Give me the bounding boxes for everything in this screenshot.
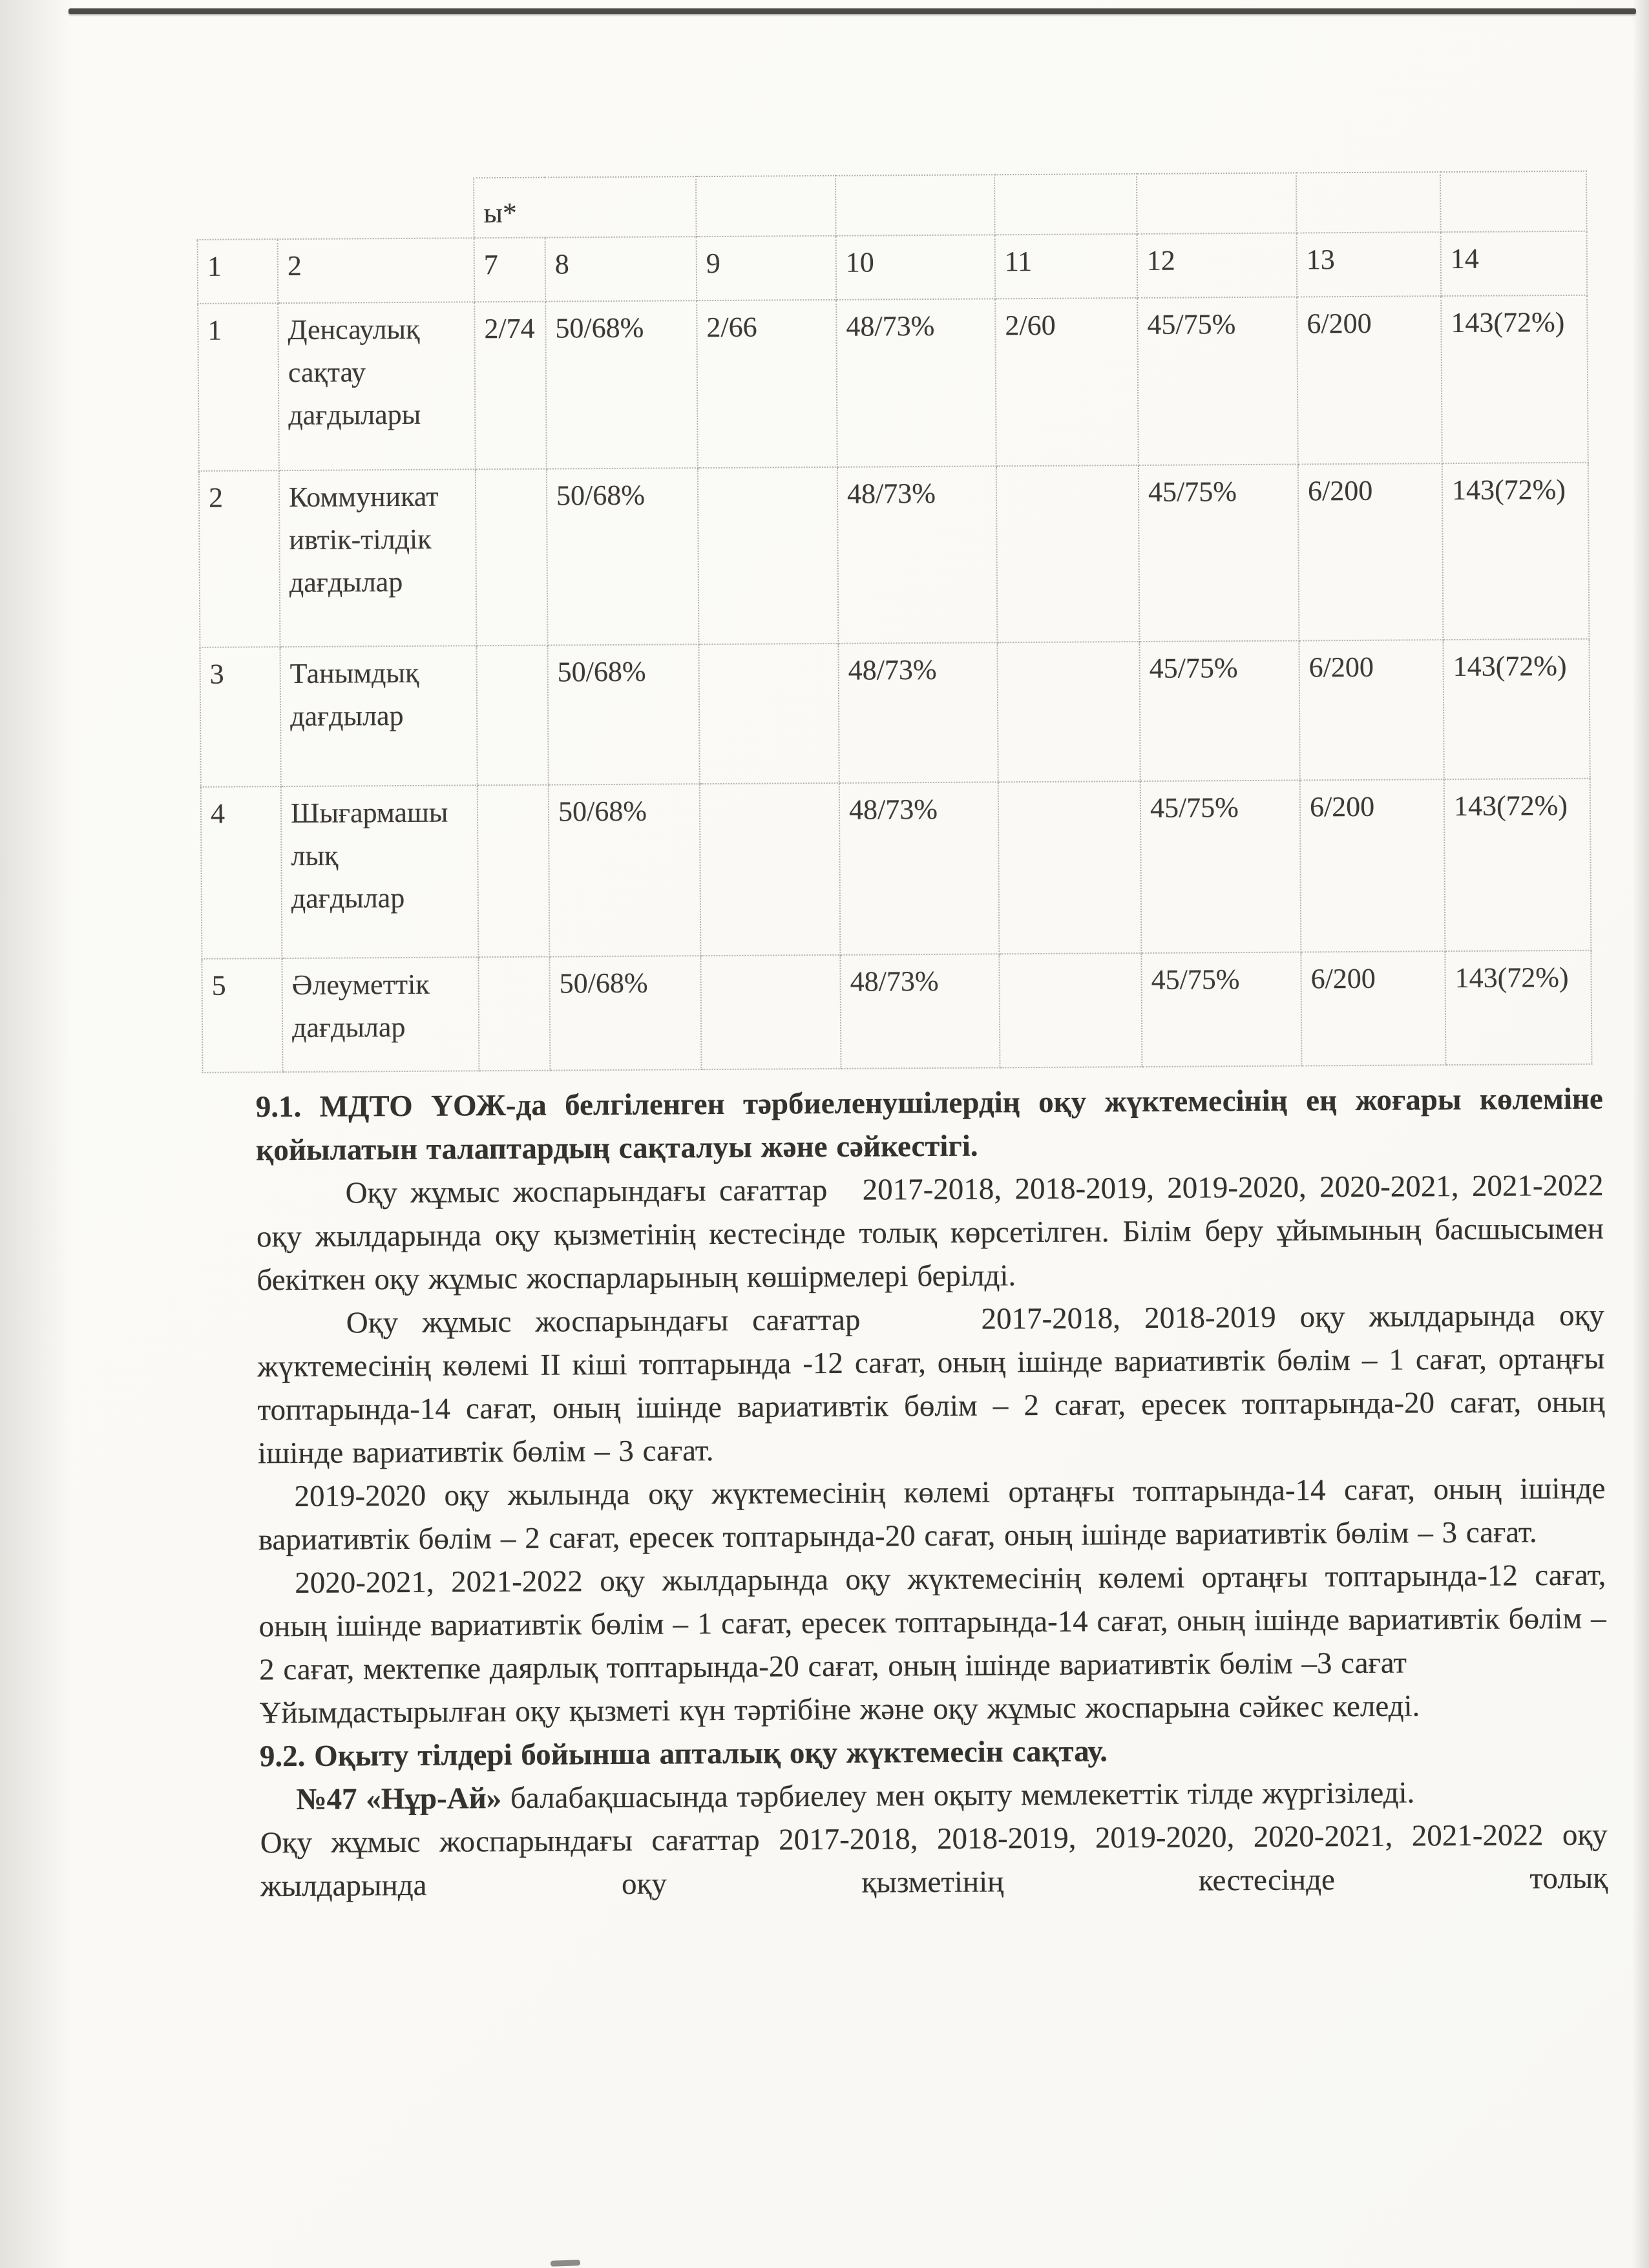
- cell-value-c14: 143(72%): [1441, 295, 1588, 463]
- cell-skill-name: [280, 646, 477, 786]
- column-number-cell: 10: [836, 235, 996, 300]
- cell-value-c10: 48/73%: [840, 954, 1000, 1068]
- cell-row-number: 3: [200, 647, 280, 787]
- cell-skill-name: [278, 302, 476, 470]
- skill-name-line: дағдылар: [289, 565, 403, 599]
- cell-empty: [996, 465, 1140, 642]
- column-number-cell: 7: [474, 238, 546, 302]
- skill-name-line: Танымдық: [289, 656, 419, 690]
- paragraph-text: Оқу жұмыс жоспарындағы сағаттар: [345, 1173, 828, 1210]
- partial-empty-cell: [1440, 171, 1587, 232]
- cell-value-c14: 143(72%): [1442, 463, 1590, 640]
- column-number-cell: 2: [278, 238, 475, 303]
- cell-value-c12: 45/75%: [1141, 952, 1301, 1067]
- cell-value-c8: 50/68%: [545, 300, 698, 468]
- cell-value-c8: 50/68%: [547, 468, 699, 645]
- section-heading-9-1: 9.1. МДТО ҮОЖ-да белгіленген тәрбиеленушілердің оқу жүктемесінің ең жоғары көлеміне қойылатын талаптардың сақталуы және сәйкестігі.: [255, 1082, 1603, 1168]
- cell-value-c13: 6/200: [1299, 640, 1444, 780]
- table-row-column-numbers: [198, 231, 1588, 304]
- cell-empty: [997, 642, 1140, 782]
- cell-value-c9: 2/66: [697, 300, 837, 468]
- paragraph-daily-schedule: Ұйымдастырылған оқу қызметі күн тәртібіне және оқу жұмыс жоспарына сәйкес келеді.: [259, 1689, 1420, 1730]
- cell-value-c13: 6/200: [1297, 296, 1442, 464]
- cell-empty: [478, 785, 550, 958]
- column-number-cell: 1: [198, 239, 278, 304]
- skill-name-line: Әлеуметтік: [291, 968, 430, 1002]
- justify-gap: [827, 1199, 849, 1200]
- paragraph-text: 2017-2018, 2018-2019 оқу жылдарында оқу жүктемесінің көлемі II кіші топтарында -12 сағат, оның ішінде вариативтік бөлім – 1 сағат, ортаңғы топтарында-14 сағат, оның ішінде вариативтік бөлім – 2 сағат, ересек топтарында-20 сағат, оның ішінде вариативтік бөлім – 3 сағат.: [257, 1298, 1605, 1471]
- column-number-cell: 14: [1441, 231, 1588, 296]
- cell-value-c10: 48/73%: [837, 466, 998, 643]
- cell-value-c14: 143(72%): [1445, 950, 1591, 1065]
- skill-name-line: Коммуникат: [288, 480, 439, 514]
- cell-empty: [700, 783, 841, 956]
- cell-value-c7: 2/74: [474, 302, 547, 470]
- cell-value-c12: 45/75%: [1139, 641, 1299, 782]
- cell-skill-name: [279, 469, 477, 647]
- table-row-1: [198, 295, 1588, 471]
- skills-load-table: [196, 171, 1592, 1073]
- paragraph-text: 2017-2018, 2018-2019, 2019-2020, 2020-2021, 2021-2022 оқу жылдарында оқу қызметінің кестесінде толық көрсетілген. Білім беру ұйымының басшысымен бекіткен оқу жұмыс жоспарларының көшірмелері берілді.: [256, 1168, 1604, 1297]
- partial-empty-cell: [1137, 173, 1297, 235]
- cell-value-c12: 45/75%: [1139, 465, 1299, 642]
- column-number-cell: 13: [1297, 232, 1442, 297]
- partial-empty-cell: [835, 174, 995, 236]
- cell-empty: [476, 646, 548, 786]
- paragraph-2019-2020-load: 2019-2020 оқу жылында оқу жүктемесінің көлемі ортаңғы топтарында-14 сағат, оның ішінде вариативтік бөлім – 2 сағат, ересек топтарында-20 сағат, оның ішінде вариативтік бөлім – 3 сағат.: [258, 1471, 1606, 1557]
- cell-value-c13: 6/200: [1301, 951, 1445, 1066]
- cell-value-c8: 50/68%: [549, 784, 701, 956]
- cell-skill-name: [281, 785, 479, 958]
- partial-empty-cell: [696, 176, 836, 236]
- skill-name-line: дағдылар: [291, 881, 405, 915]
- partial-header-cell: [474, 176, 697, 238]
- paragraph-study-hours: [256, 1164, 1604, 1303]
- table-row-4: [201, 779, 1591, 959]
- cell-empty: [998, 781, 1142, 954]
- skill-name-line: дағдылары: [288, 398, 421, 432]
- partial-header-text: ы*: [483, 196, 518, 229]
- paragraph-study-hours-2: Оқу жұмыс жоспарындағы сағаттар 2017-2018, 2018-2019, 2019-2020, 2020-2021, 2021-2022 оқу жылдарында оқу қызметінің кестесінде толық: [260, 1818, 1608, 1904]
- justify-gap: [861, 1328, 958, 1330]
- partial-empty-cell: [994, 174, 1137, 235]
- cell-value-c8: 50/68%: [547, 644, 699, 784]
- cell-empty: [700, 955, 841, 1069]
- cell-value-c8: 50/68%: [549, 956, 701, 1070]
- cell-value-c10: 48/73%: [839, 782, 1000, 954]
- table-row-2: [199, 463, 1590, 647]
- paragraph-kindergarten-language: [260, 1770, 1607, 1822]
- column-number-cell: 12: [1137, 233, 1297, 299]
- paragraph-2017-2019-load: [257, 1294, 1606, 1476]
- paragraph-2020-2022-load: 2020-2021, 2021-2022 оқу жылдарында оқу жүктемесінің көлемі ортаңғы топтарында-12 сағат, оның ішінде вариативтік бөлім – 1 сағат, ересек топтарында-14 сағат, оның ішінде вариативтік бөлім –2 сағат, мектепке даярлық топтарында-20 сағат, оның ішінде вариативтік бөлім –3 сағат: [258, 1558, 1606, 1687]
- cell-value-c10: 48/73%: [838, 642, 998, 782]
- section-heading-9-2: 9.2. Оқыту тілдері бойынша апталық оқу жүктемесін сақтау.: [259, 1734, 1108, 1774]
- cell-value-c14: 143(72%): [1444, 779, 1591, 951]
- document-body-text: [256, 1078, 1608, 1909]
- cell-value-c12: 45/75%: [1140, 780, 1301, 953]
- skill-name-line: ивтік-тілдік: [289, 523, 432, 556]
- cell-skill-name: [282, 957, 479, 1072]
- table-row-partial-header: [197, 171, 1587, 240]
- cell-row-number: 5: [202, 958, 282, 1073]
- cell-empty: [999, 953, 1142, 1067]
- skill-name-line: лық: [291, 839, 339, 872]
- cell-empty: [698, 644, 839, 784]
- column-number-cell: 9: [697, 236, 837, 300]
- paragraph-text: Оқу жұмыс жоспарындағы сағаттар: [346, 1303, 861, 1340]
- cell-empty: [476, 469, 548, 646]
- table-row-3: [200, 639, 1590, 787]
- cell-row-number: 1: [198, 303, 279, 471]
- kindergarten-name: №47 «Нұр-Ай»: [296, 1781, 502, 1817]
- partial-empty-cell: [1296, 172, 1441, 233]
- column-number-cell: 8: [545, 236, 697, 301]
- cell-row-number: 2: [199, 470, 280, 647]
- skill-name-line: Денсаулық: [288, 313, 420, 346]
- cell-value-c10: 48/73%: [836, 299, 996, 467]
- cell-value-c11: 2/60: [995, 298, 1139, 466]
- partial-blank-cell: [197, 178, 474, 240]
- skill-name-line: Шығармашы: [290, 796, 448, 830]
- skill-name-line: сақтау: [288, 356, 366, 389]
- cell-empty: [478, 957, 550, 1071]
- cell-value-c13: 6/200: [1300, 779, 1445, 952]
- table-row-5: [202, 950, 1591, 1073]
- paragraph-text: балабақшасында тәрбиелеу мен оқыту мемлекеттік тілде жүргізіледі.: [501, 1776, 1415, 1816]
- cell-value-c13: 6/200: [1298, 463, 1444, 640]
- skill-name-line: дағдылар: [289, 699, 404, 733]
- cell-value-c12: 45/75%: [1137, 297, 1298, 466]
- skill-name-line: дағдылар: [291, 1011, 406, 1044]
- cell-value-c14: 143(72%): [1443, 639, 1590, 779]
- cell-empty: [698, 467, 839, 644]
- column-number-cell: 11: [995, 234, 1138, 299]
- cell-row-number: 4: [201, 786, 282, 959]
